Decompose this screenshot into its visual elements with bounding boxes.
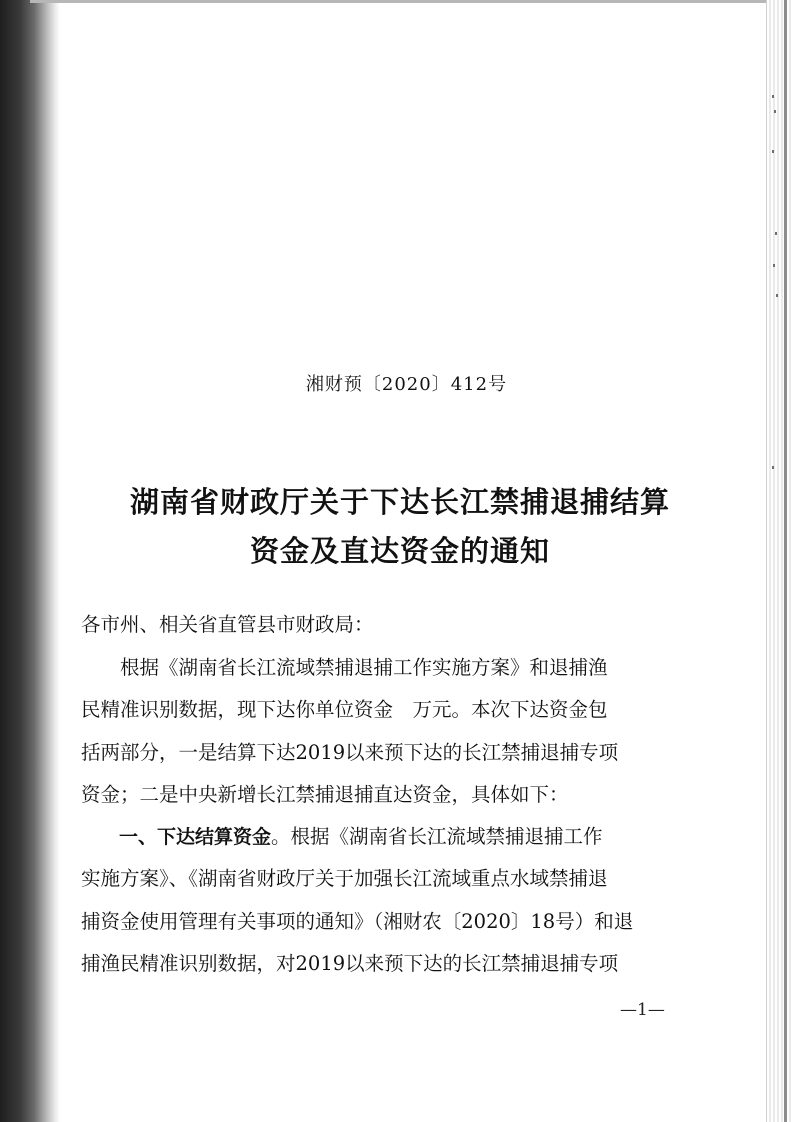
section-heading: 一、下达结算资金 xyxy=(119,826,272,848)
salutation: 各市州、相关省直管县市财政局： xyxy=(81,613,374,636)
paragraph-line: 括两部分，一是结算下达2019以来预下达的长江禁捕退捕专项 xyxy=(81,741,619,764)
page-stack-edge xyxy=(766,0,793,1122)
page-edge-shadow xyxy=(784,0,787,1122)
paragraph-line: 捕资金使用管理有关事项的通知》（湘财农〔2020〕18号）和退 xyxy=(81,910,634,933)
paragraph-line: 资金；二是中央新增长江禁捕退捕直达资金，具体如下： xyxy=(81,783,569,806)
book-binding-shadow xyxy=(0,0,60,1122)
title-line: 湖南省财政厅关于下达长江禁捕退捕结算 xyxy=(129,485,670,519)
paragraph-line: 根据《湖南省长江流域禁捕退捕工作实施方案》和退捕渔 xyxy=(120,656,608,679)
paragraph-line: 捕渔民精准识别数据，对2019以来预下达的长江禁捕退捕专项 xyxy=(81,952,619,975)
document-title xyxy=(80,478,720,576)
document-number: 湘财预〔2020〕412号 xyxy=(305,374,508,395)
paragraph-line: 民精准识别数据，现下达你单位资金 万元。本次下达资金包 xyxy=(81,698,608,721)
paragraph-text: 。根据《湖南省长江流域禁捕退捕工作 xyxy=(271,825,603,848)
paragraph-line xyxy=(119,824,699,850)
page-number: —1— xyxy=(620,1000,665,1020)
title-line: 资金及直达资金的通知 xyxy=(249,534,550,568)
top-edge-line xyxy=(30,0,770,3)
paragraph-line: 实施方案》、《湖南省财政厅关于加强长江流域重点水域禁捕退 xyxy=(81,867,608,890)
